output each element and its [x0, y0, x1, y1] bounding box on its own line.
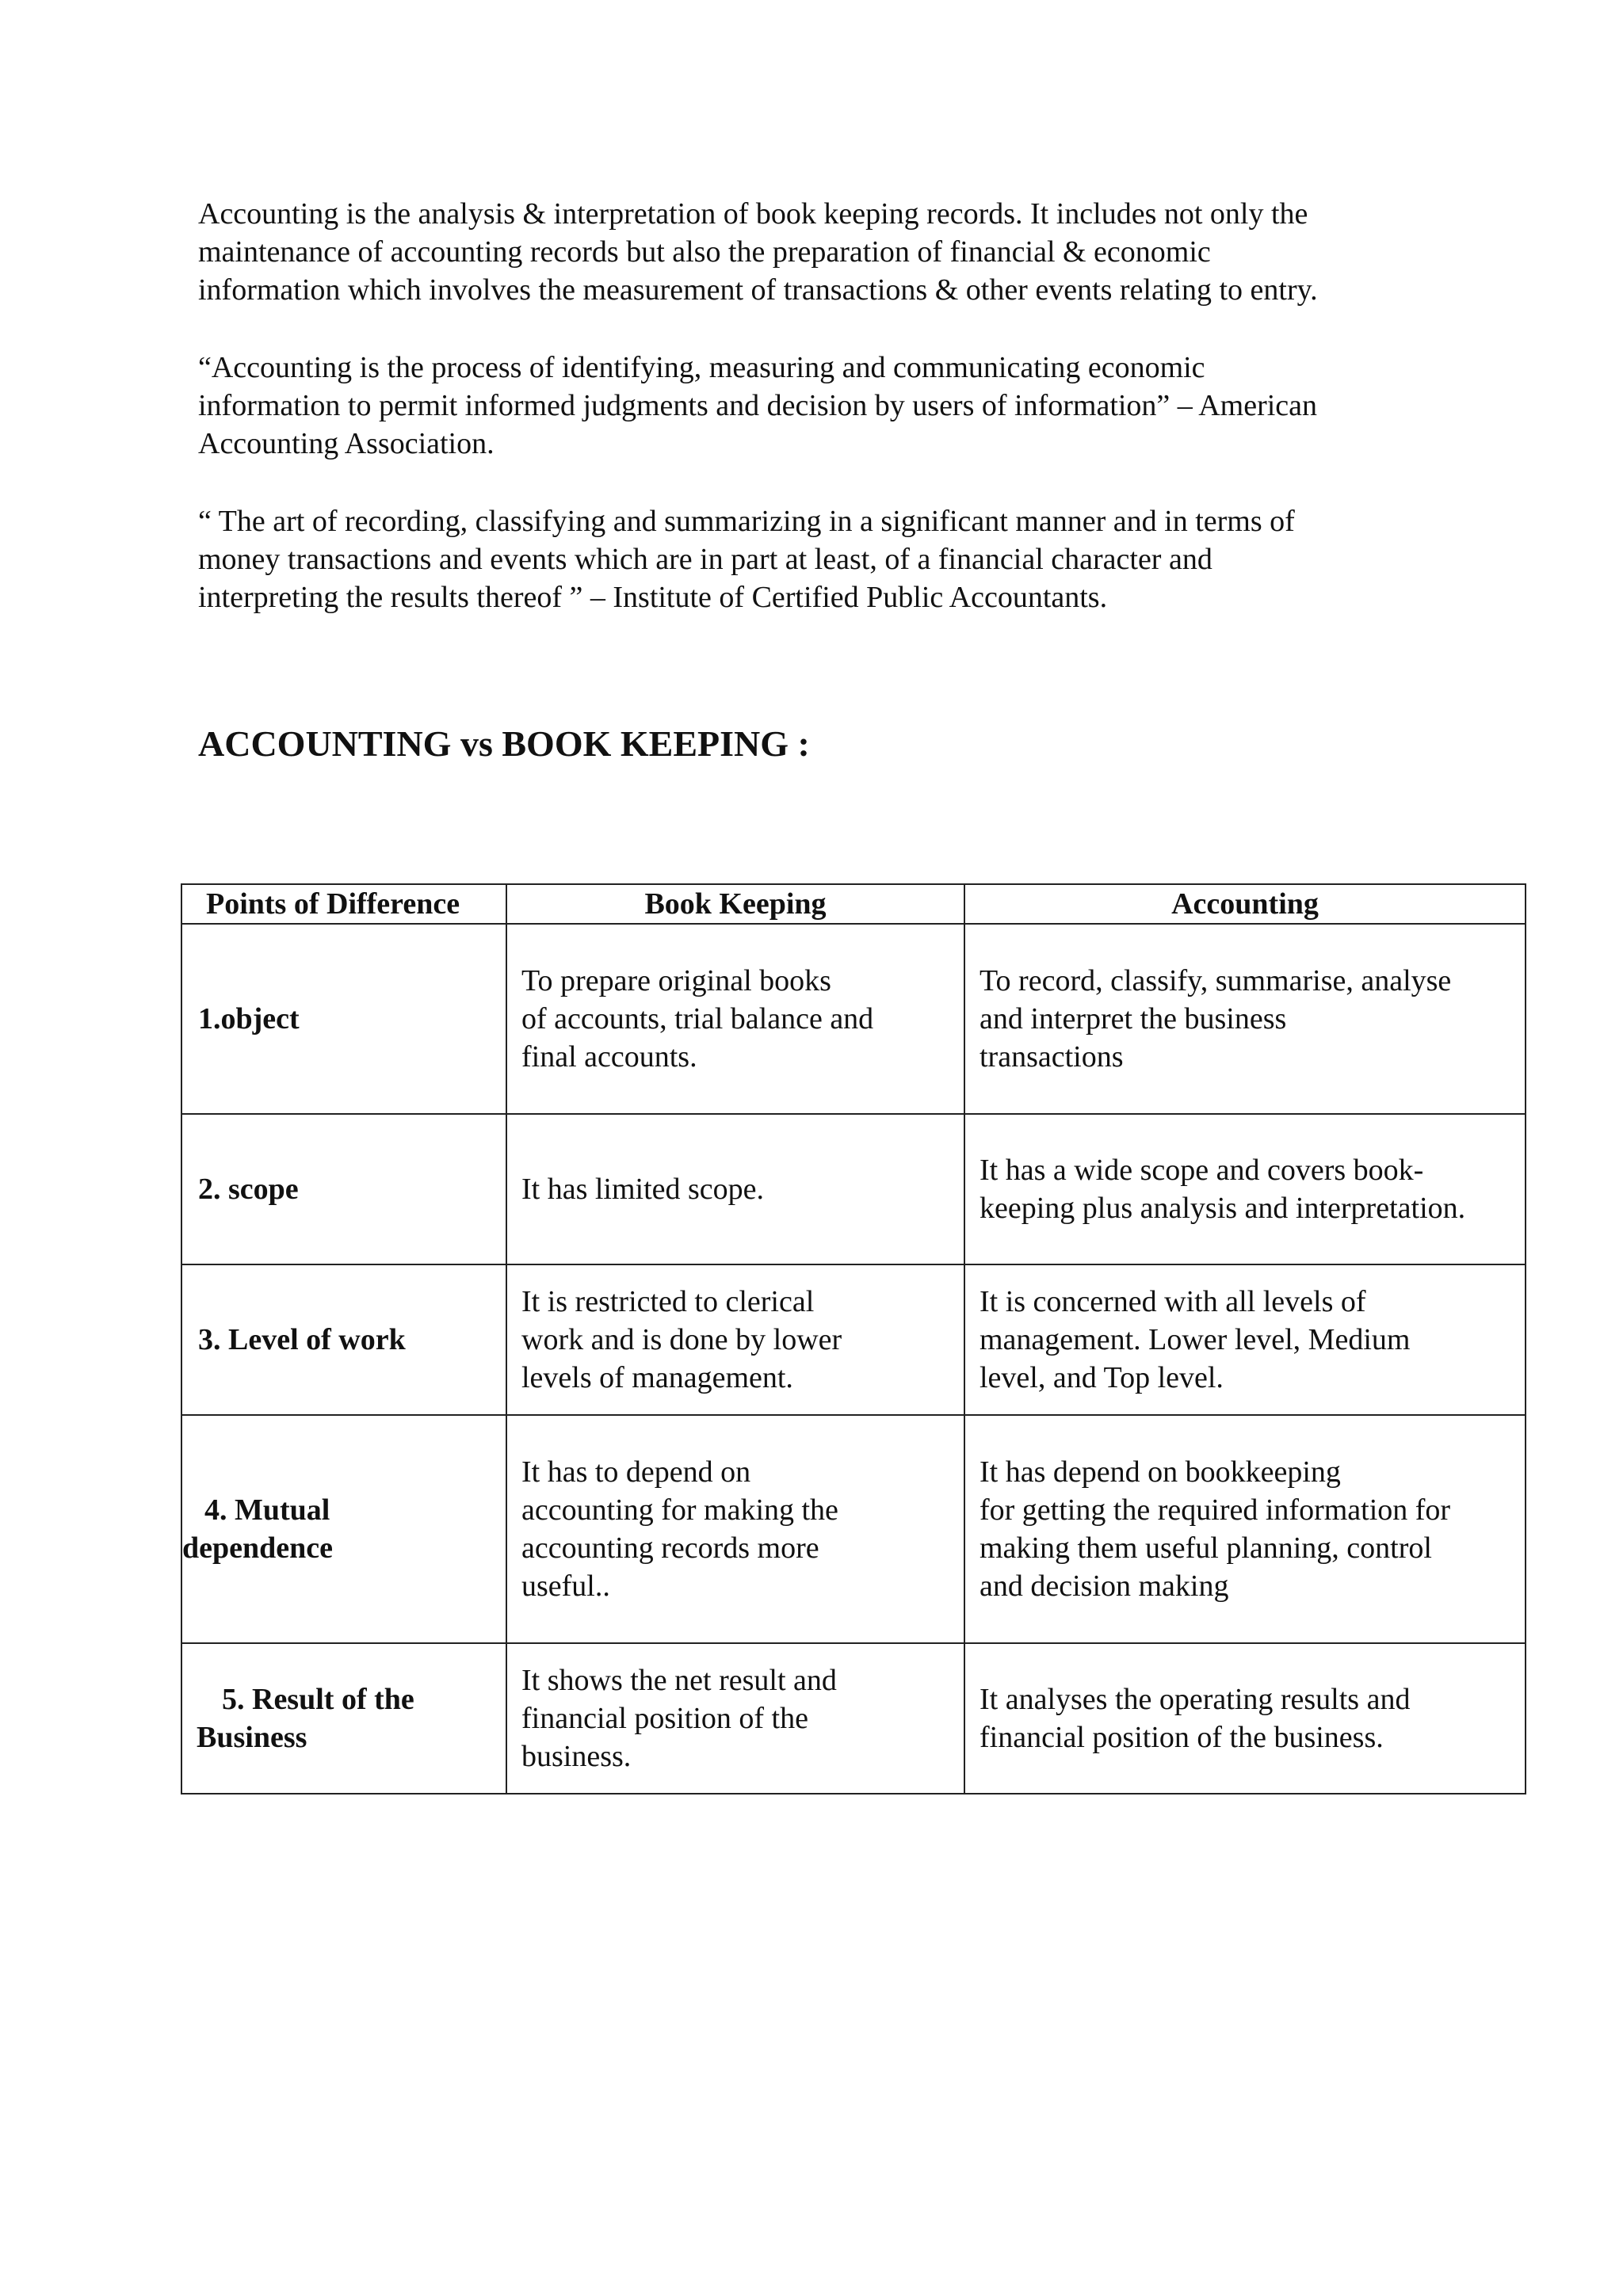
cell-line: dependence [182, 1531, 333, 1565]
cell-line: financial position of the business. [980, 1721, 1384, 1754]
cell-line: It has limited scope. [521, 1173, 765, 1206]
cell-line: It shows the net result and [521, 1664, 837, 1697]
paragraph-line: information which involves the measurement of transactions & other events relating to entry. [198, 273, 1318, 307]
table-header-row [181, 884, 1526, 924]
cell-line: making them useful planning, control [980, 1531, 1432, 1565]
column-header-book-keeping: Book Keeping [506, 884, 964, 924]
accounting-cell [964, 1114, 1526, 1264]
accounting-cell [964, 924, 1526, 1114]
cell-line: 2. scope [198, 1173, 299, 1206]
column-header-accounting: Accounting [964, 884, 1526, 924]
point-cell [181, 1643, 506, 1794]
table-row [181, 1415, 1526, 1643]
cell-line: accounting records more [521, 1531, 819, 1565]
book-keeping-cell [506, 1415, 964, 1643]
point-cell [181, 1264, 506, 1415]
paragraph-line: interpreting the results thereof ” – Institute of Certified Public Accountants. [198, 581, 1108, 614]
cell-line: and decision making [980, 1569, 1229, 1603]
cell-line: keeping plus analysis and interpretation. [980, 1192, 1466, 1225]
cell-line: 4. Mutual [204, 1493, 330, 1527]
cell-line: To record, classify, summarise, analyse [980, 964, 1452, 997]
accounting-cell [964, 1264, 1526, 1415]
paragraph-line: Accounting Association. [198, 427, 495, 460]
cell-line: Business [197, 1721, 307, 1754]
cell-line: 3. Level of work [198, 1323, 406, 1356]
cell-line: It has depend on bookkeeping [980, 1455, 1341, 1489]
accounting-cell [964, 1415, 1526, 1643]
cell-line: financial position of the [521, 1702, 808, 1735]
cell-line: and interpret the business [980, 1002, 1287, 1035]
book-keeping-cell [506, 1643, 964, 1794]
point-cell [181, 1114, 506, 1264]
point-cell [181, 1415, 506, 1643]
comparison-table [181, 883, 1526, 1794]
cell-line: management. Lower level, Medium [980, 1323, 1411, 1356]
cell-line: final accounts. [521, 1040, 697, 1074]
table-row [181, 1643, 1526, 1794]
cell-line: accounting for making the [521, 1493, 838, 1527]
cell-line: 1.object [198, 1002, 300, 1035]
definition-paragraph-analysis [198, 195, 1434, 309]
definition-paragraph-icpa [198, 502, 1434, 616]
cell-line: work and is done by lower [521, 1323, 842, 1356]
definition-paragraph-aaa [198, 349, 1434, 463]
book-keeping-cell [506, 1264, 964, 1415]
paragraph-line: “Accounting is the process of identifying, measuring and communicating economic [198, 351, 1205, 384]
cell-line: transactions [980, 1040, 1124, 1074]
book-keeping-cell [506, 1114, 964, 1264]
accounting-cell [964, 1643, 1526, 1794]
cell-line: It is concerned with all levels of [980, 1285, 1366, 1318]
cell-line: business. [521, 1740, 632, 1773]
cell-line: To prepare original books [521, 964, 831, 997]
cell-line: useful.. [521, 1569, 610, 1603]
section-heading: ACCOUNTING vs BOOK KEEPING : [198, 723, 810, 764]
book-keeping-cell [506, 924, 964, 1114]
cell-line: It has to depend on [521, 1455, 751, 1489]
cell-line: of accounts, trial balance and [521, 1002, 874, 1035]
cell-line: levels of management. [521, 1361, 793, 1394]
paragraph-line: “ The art of recording, classifying and summarizing in a significant manner and in terms of [198, 505, 1295, 538]
paragraph-line: money transactions and events which are in part at least, of a financial character and [198, 543, 1212, 576]
cell-line: It has a wide scope and covers book- [980, 1154, 1424, 1187]
table-row [181, 1114, 1526, 1264]
column-header-points: Points of Difference [181, 884, 506, 924]
cell-line: It is restricted to clerical [521, 1285, 815, 1318]
point-cell [181, 924, 506, 1114]
paragraph-line: Accounting is the analysis & interpretation of book keeping records. It includes not only the [198, 197, 1308, 231]
table-row [181, 924, 1526, 1114]
cell-line: It analyses the operating results and [980, 1683, 1411, 1716]
paragraph-line: information to permit informed judgments and decision by users of information” – American [198, 389, 1318, 422]
paragraph-line: maintenance of accounting records but also the preparation of financial & economic [198, 235, 1211, 269]
cell-line: 5. Result of the [222, 1683, 414, 1716]
table-row [181, 1264, 1526, 1415]
cell-line: level, and Top level. [980, 1361, 1224, 1394]
cell-line: for getting the required information for [980, 1493, 1451, 1527]
